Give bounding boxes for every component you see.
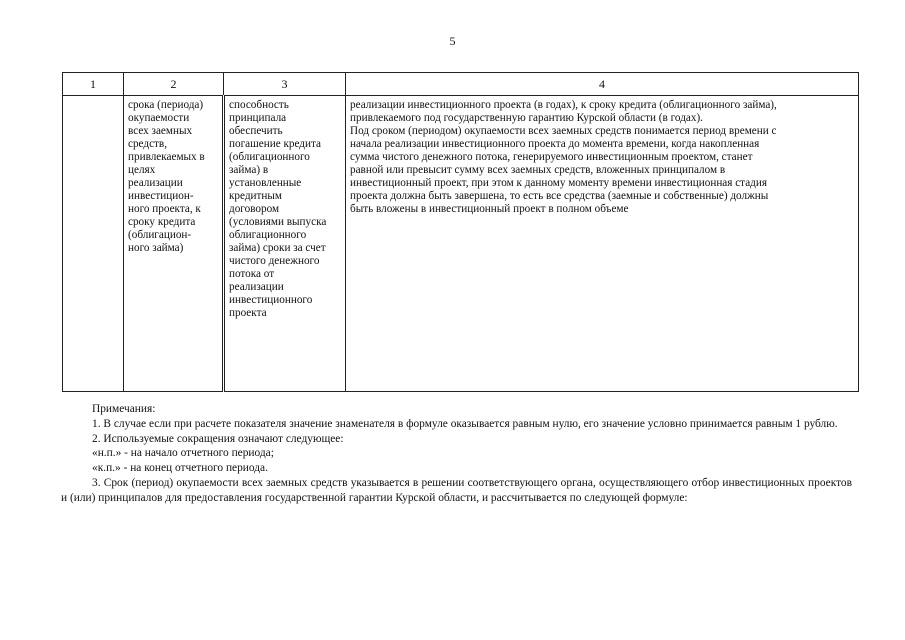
- header-col-4: 4: [346, 73, 859, 96]
- header-col-3: 3: [224, 73, 346, 96]
- cell-col-2: [124, 96, 224, 392]
- cell-col-3: [224, 96, 346, 392]
- header-col-2: 2: [124, 73, 224, 96]
- criteria-table: [62, 72, 859, 392]
- abbreviation-np: «н.п.» - на начало отчетного периода;: [92, 447, 274, 460]
- abbreviation-kp: «к.п.» - на конец отчетного периода.: [92, 462, 268, 475]
- indicator-name-text: срока (периода) окупаемости всех заемных средств, привлекаемых в целях реализации инвестицион- ного проекта, к сроку кредита (облигацион- ного займа): [128, 99, 205, 254]
- note-3: 3. Срок (период) окупаемости всех заемных средств указывается в решении соответствующего органа, осуществляющего отбор инвестиционных проектов и (или) принципалов для предоставления государственной гарантии Курской области, и рассчитывается по следующей формуле:: [61, 476, 852, 504]
- criterion-text: способность принципала обеспечить погашение кредита (облигационного займа) в установленные кредитным договором (условиями выпуска облигационного займа) сроки за счет чистого денежного потока от реализации инвестиционного проекта: [229, 99, 327, 319]
- header-col-1: 1: [63, 73, 124, 96]
- note-2: 2. Используемые сокращения означают следующее:: [92, 432, 344, 445]
- notes-heading: Примечания:: [92, 403, 156, 415]
- note-1: 1. В случае если при расчете показателя значение знаменателя в формуле оказывается равным нулю, его значение условно принимается равным 1 рублю.: [92, 417, 838, 430]
- table-header-row: [63, 73, 859, 96]
- description-text: реализации инвестиционного проекта (в годах), к сроку кредита (облигационного займа), привлекаемого под государственную гарантию Курской области (в годах). Под сроком (периодом) окупаемости всех заемных средств понимается период времени с начала реализации инвестиционного проекта до момента времени, когда накопленная сумма чистого денежного потока, генерируемого инвестиционным проектом, станет равной или превысит сумму всех заемных средств, вложенных принципалом в инвестиционный проект, при этом к данному моменту времени инвестиционная стадия проекта должна быть завершена, то есть все средства (заемные и собственные) должны быть вложены в инвестиционный проект в полном объеме: [350, 99, 777, 215]
- table-row: [63, 96, 859, 392]
- notes-section: [61, 402, 852, 506]
- cell-col-1: [63, 96, 124, 392]
- cell-col-4: [346, 96, 859, 392]
- page-number: 5: [449, 34, 456, 48]
